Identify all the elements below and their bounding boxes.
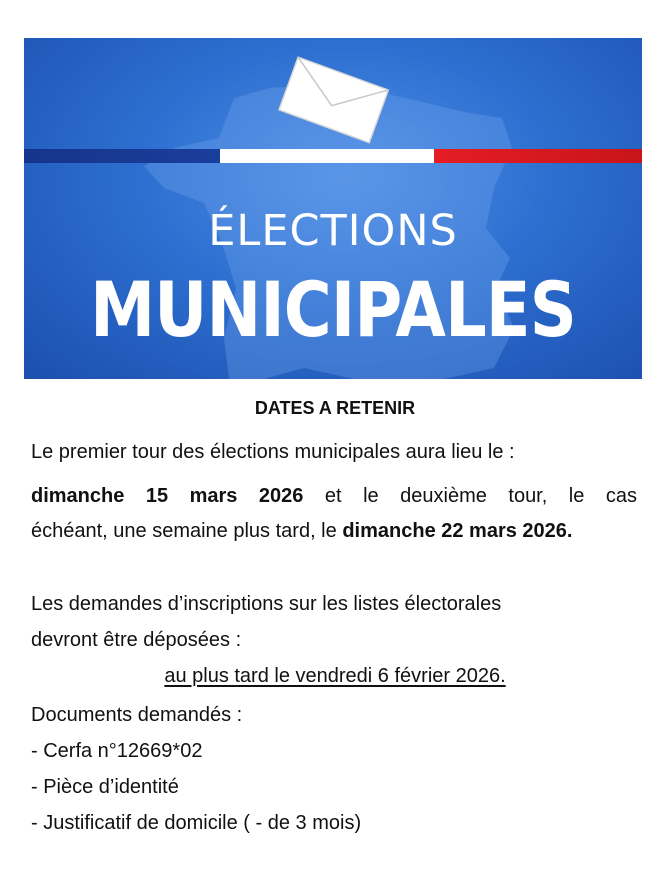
documents-title: Documents demandés : [31,704,243,726]
tricolor-stripe [24,149,642,163]
stripe-white [220,149,434,163]
second-round-text-2: échéant, une semaine plus tard, le [31,520,337,542]
banner-title-elections: ÉLECTIONS [208,206,458,256]
second-round-line [31,519,572,543]
registration-line-2: devront être déposées : [31,629,242,651]
registration-deadline-text: au plus tard le vendredi 6 février 2026. [164,665,506,687]
registration-deadline [0,664,670,688]
registration-line-1: Les demandes d’inscriptions sur les listes électorales [31,593,502,615]
stripe-blue [24,149,220,163]
second-round-text: et le deuxième tour, le cas [324,485,637,507]
first-round-date-line [31,484,637,508]
election-banner [24,38,642,379]
first-round-date: dimanche 15 mars 2026 [31,485,304,507]
document-item: - Pièce d’identité [31,776,179,798]
stripe-red [434,149,642,163]
banner-title-municipales: MUNICIPALES [90,265,576,354]
first-round-intro: Le premier tour des élections municipales aura lieu le : [31,441,515,463]
envelope-icon [274,54,394,144]
second-round-date: dimanche 22 mars 2026. [342,520,573,542]
document-item: - Cerfa n°12669*02 [31,740,203,762]
section-heading: DATES A RETENIR [254,398,416,418]
document-item: - Justificatif de domicile ( - de 3 mois) [31,812,362,834]
